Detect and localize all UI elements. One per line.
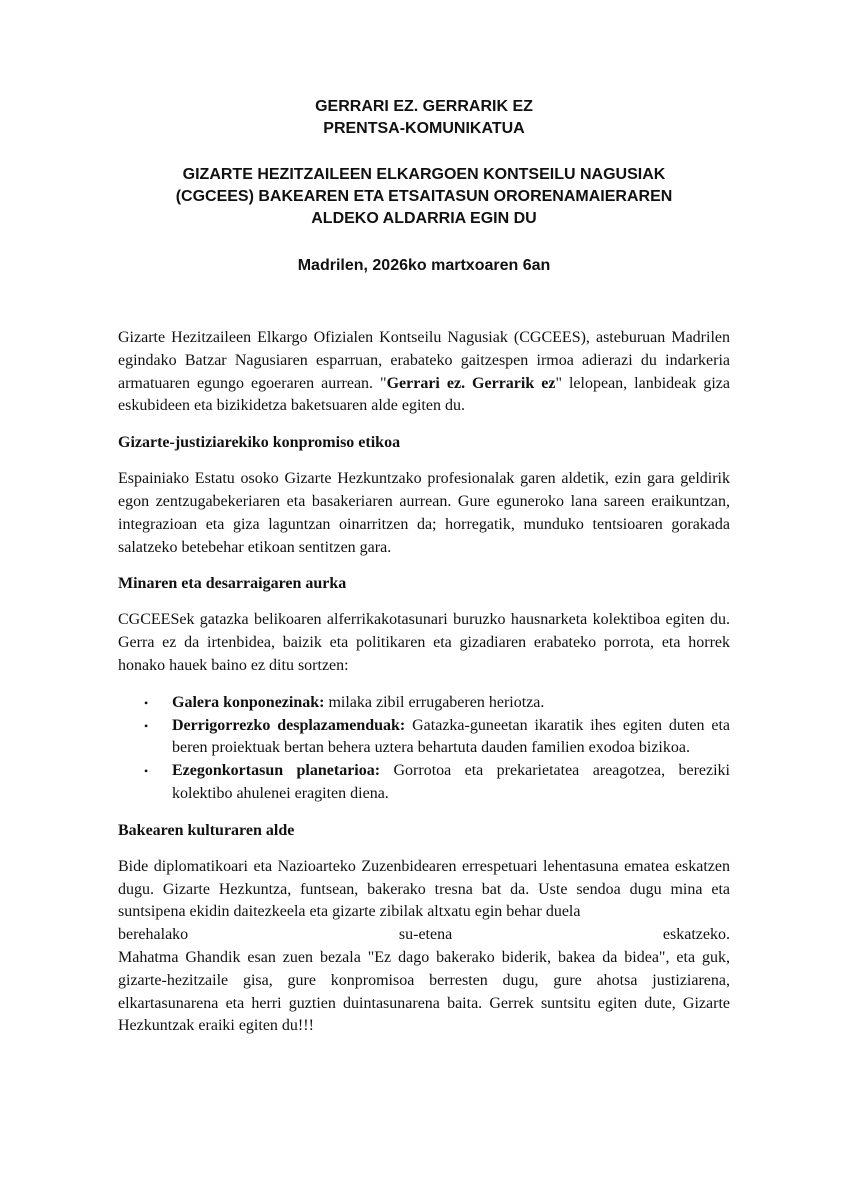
headline-line-1: GIZARTE HEZITZAILEEN ELKARGOEN KONTSEILU NAGUSIAK bbox=[182, 166, 666, 183]
press-release-header bbox=[118, 96, 730, 140]
intro-paragraph bbox=[118, 327, 730, 418]
list-item bbox=[118, 692, 730, 715]
section-text-peace-end: Mahatma Ghandik esan zuen bezala "Ez dago bakerako biderik, bakea da bidea", eta guk, gizarte-hezitzaile gisa, gure konpromisoa berresten dugu, gure ahotsa justiziarena, elkartasunarena eta herri guztien duintasunarena baita. Gerrek suntsitu egiten dute, Gizarte Hezkuntzak eraiki egiten du!!! bbox=[118, 948, 730, 1035]
section-text-peace-main: Bide diplomatikoari eta Nazioarteko Zuzenbidearen errespetuari lehentasuna ematea eskatzen dugu. Gizarte Hezkuntza, funtsean, bakerako tresna bat da. Uste sendoa dugu mina eta suntsipena ekidin daitezkeela eta gizarte zibilak altxatu egin behar duela bbox=[118, 857, 730, 921]
dateline: Madrilen, 2026ko martxoaren 6an bbox=[297, 257, 551, 274]
list-item-label: Galera konponezinak: bbox=[172, 693, 325, 711]
list-item bbox=[118, 760, 730, 806]
headline-line-3: ALDEKO ALDARRIA EGIN DU bbox=[311, 210, 537, 227]
slogan-title: GERRARI EZ. GERRARIK EZ bbox=[315, 98, 533, 115]
bullet-icon: • bbox=[144, 695, 149, 710]
section-title-pain: Minaren eta desarraigaren aurka bbox=[118, 575, 347, 593]
section-text-pain: CGCEESek gatazka belikoaren alferrikakotasunari buruzko hausnarketa kolektiboa egiten du. Gerra ez da irtenbidea, baizik eta politikaren eta gizadiaren erabateko porrota, eta horrek honako hauek baino ez ditu sortzen: bbox=[118, 611, 730, 674]
bullet-icon: • bbox=[144, 718, 149, 733]
list-item-text: Gatazka-guneetan ikaratik ihes egiten duten eta beren proiektuak bertan behera uztera behartuta dauden familien exodoa bizikoa. bbox=[172, 716, 730, 757]
list-item-text: milaka zibil errugaberen heriotza. bbox=[324, 693, 545, 711]
section-title-peace: Bakearen kulturaren alde bbox=[118, 821, 295, 839]
list-item bbox=[118, 715, 730, 761]
intro-slogan: Gerrari ez. Gerrarik ez bbox=[386, 374, 556, 392]
section-text-peace bbox=[118, 856, 730, 1038]
section-text-peace-spread: berehalako su-etena eskatzeko. bbox=[118, 926, 730, 944]
list-item-label: Derrigorrezko desplazamenduak: bbox=[172, 716, 406, 734]
section-text-ethics: Espainiako Estatu osoko Gizarte Hezkuntzako profesionalak garen aldetik, ezin gara geldirik egon zentzugabekeriaren eta basakeriaren aurrean. Gure eguneroko lana sareen eraikuntzan, integrazioan eta giza laguntzan oinarritzen da; horregatik, munduko tentsioaren gorakada salatzeko betebehar etikoan sentitzen gara. bbox=[118, 470, 730, 556]
consequences-list bbox=[118, 692, 730, 806]
release-type: PRENTSA-KOMUNIKATUA bbox=[323, 120, 525, 137]
headline-line-2: (CGCEES) BAKEAREN ETA ETSAITASUN ORORENAMAIERAREN bbox=[175, 188, 673, 205]
document-page bbox=[118, 96, 730, 1038]
list-item-text: Gorrotoa eta prekarietatea areagotzea, bereziki kolektibo ahulenei eragiten diena. bbox=[172, 762, 730, 802]
bullet-icon: • bbox=[144, 764, 149, 779]
section-title-ethics: Gizarte-justiziarekiko konpromiso etikoa bbox=[118, 434, 401, 452]
list-item-label: Ezegonkortasun planetarioa: bbox=[172, 762, 381, 780]
headline bbox=[118, 164, 730, 230]
intro-text: Gizarte Hezitzaileen Elkargo Ofizialen Kontseilu Nagusiak (CGCEES), asteburuan Madrilen egindako Batzar Nagusiaren esparruan, erabateko gaitzespen irmoa adierazi du indarkeria armatuaren egungo egoeraren aurrean. " bbox=[118, 329, 730, 392]
intro-text-end: " lelopean, lanbideak giza eskubideen eta bizikidetza baketsuaren alde egiten du. bbox=[118, 374, 730, 415]
